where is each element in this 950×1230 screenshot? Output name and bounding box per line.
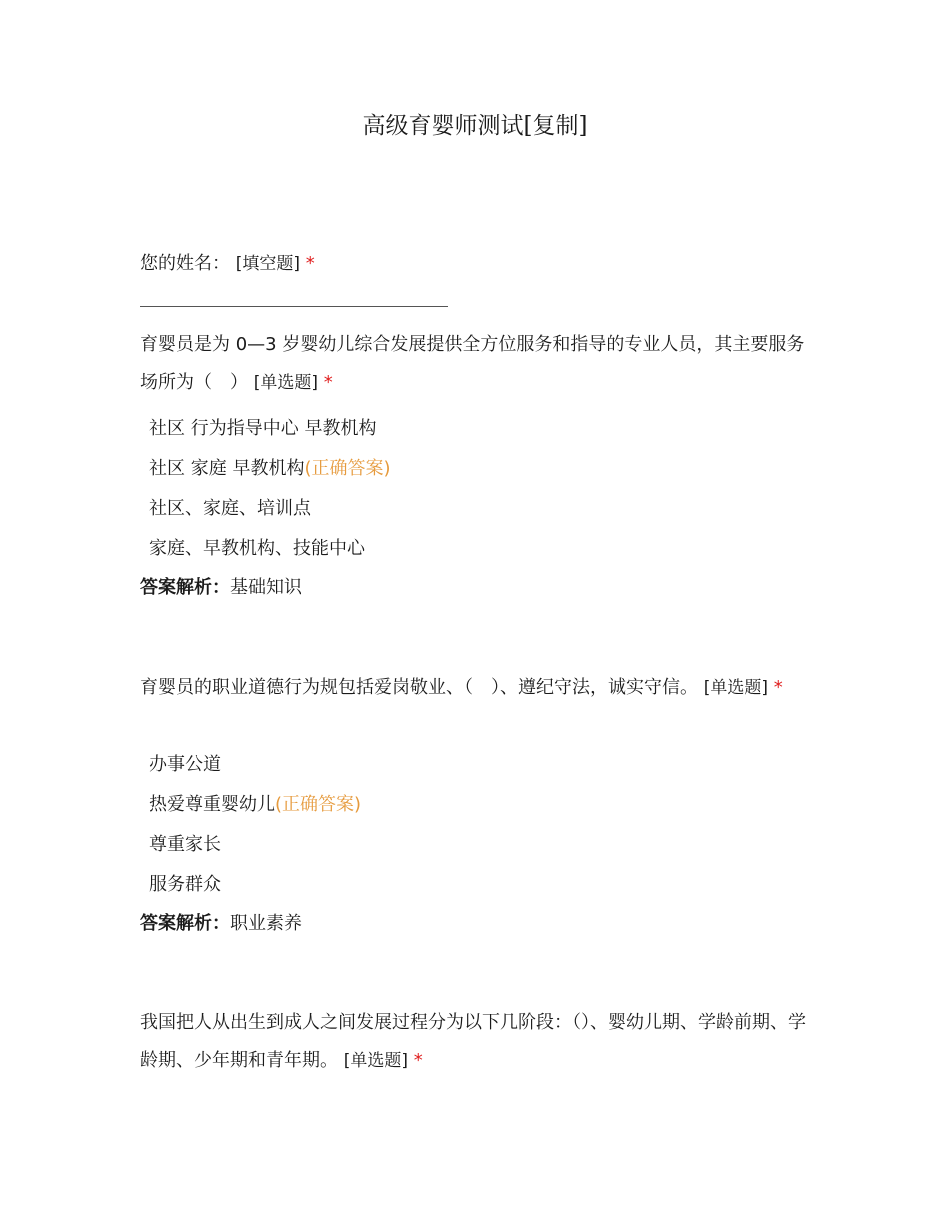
option-3c[interactable] (149, 832, 221, 858)
correct-answer-mark: (正确答案) (304, 458, 391, 479)
option-2d[interactable] (149, 536, 365, 562)
option-3b[interactable] (149, 792, 361, 818)
option-label: 社区 家庭 早教机构 (149, 458, 305, 479)
required-mark: * (413, 1050, 423, 1071)
option-2a[interactable] (149, 416, 376, 442)
question-2 (140, 326, 808, 402)
option-2c[interactable] (149, 496, 311, 522)
option-label: 社区 行为指导中心 早教机构 (149, 418, 377, 439)
option-label: 办事公道 (149, 754, 221, 775)
question-4 (140, 1004, 808, 1080)
option-label: 社区、家庭、培训点 (149, 498, 311, 519)
required-mark: * (773, 677, 783, 698)
answer-analysis-2 (140, 575, 302, 601)
answer-analysis-3 (140, 911, 302, 937)
question-type-tag: [单选题] (703, 678, 768, 698)
question-text: 我国把人从出生到成人之间发展过程分为以下几阶段：（）、婴幼儿期、学龄前期、学龄期、少年期和青年期。 (140, 1012, 806, 1071)
option-3a[interactable] (149, 752, 221, 778)
analysis-label: 答案解析： (140, 577, 230, 598)
question-text: 育婴员是为 0—3 岁婴幼儿综合发展提供全方位服务和指导的专业人员，其主要服务场所为（ ） (140, 334, 805, 393)
option-label: 服务群众 (149, 874, 221, 895)
option-2b[interactable] (149, 456, 391, 482)
question-type-tag: [填空题] (235, 254, 300, 274)
analysis-label: 答案解析： (140, 913, 230, 934)
required-mark: * (323, 372, 333, 393)
question-text: 您的姓名： (140, 253, 230, 274)
page-title: 高级育婴师测试[复制] (362, 113, 588, 139)
option-label: 尊重家长 (149, 834, 221, 855)
option-3d[interactable] (149, 872, 221, 898)
option-label: 热爱尊重婴幼儿 (149, 794, 275, 815)
analysis-text: 职业素养 (230, 913, 302, 934)
required-mark: * (305, 253, 315, 274)
correct-answer-mark: (正确答案) (275, 794, 362, 815)
name-input-line[interactable] (140, 306, 448, 307)
question-3 (140, 669, 808, 707)
question-type-tag: [单选题] (253, 373, 318, 393)
question-type-tag: [单选题] (343, 1051, 408, 1071)
question-text: 育婴员的职业道德行为规包括爱岗敬业、（ ）、遵纪守法，诚实守信。 (140, 677, 698, 698)
option-label: 家庭、早教机构、技能中心 (149, 538, 365, 559)
question-name (140, 245, 808, 283)
analysis-text: 基础知识 (230, 577, 302, 598)
